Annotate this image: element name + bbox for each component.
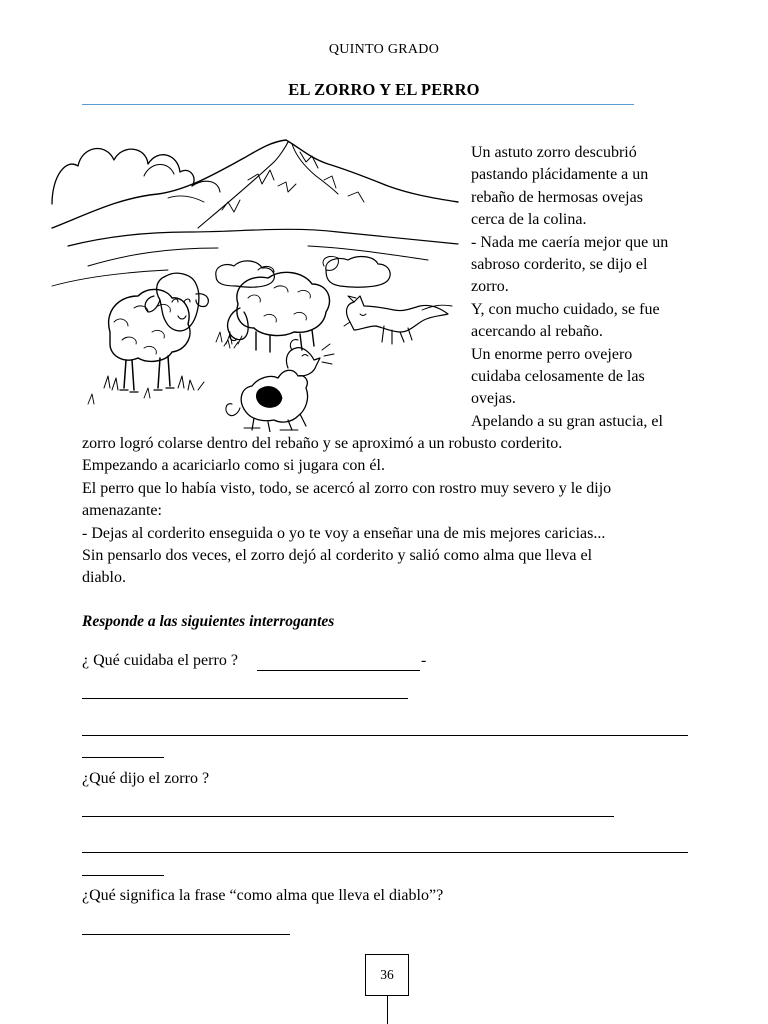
answer-line-1a[interactable] [257,670,420,671]
questions-heading: Responde a las siguientes interrogantes [82,613,335,630]
story-line: ovejas. [471,390,516,408]
question-2: ¿Qué dijo el zorro ? [82,770,210,787]
fox-dog-sheep-mountain-illustration [48,136,460,432]
story-line: Empezando a acariciarlo como si jugara con él. [82,457,385,475]
story-line: rebaño de hermosas ovejas [471,188,643,206]
page-number-stem [387,996,388,1024]
story-line: zorro. [471,278,509,296]
story-line: - Dejas al corderito enseguida o yo te voy a enseñar una de mis mejores caricias... [82,524,606,542]
story-line: Sin pensarlo dos veces, el zorro dejó al corderito y salió como alma que lleva el [82,547,593,565]
story-line: zorro logró colarse dentro del rebaño y se aproximó a un robusto corderito. [82,435,563,452]
story-full-column [82,433,702,590]
story-line: cuidaba celosamente de las [471,368,645,386]
story-line: cerca de la colina. [471,211,587,229]
page-number: 36 [365,954,409,996]
answer-line-3[interactable] [82,934,290,935]
story-line: Y, con mucho cuidado, se fue [471,300,660,318]
answer-line-1d[interactable] [82,757,164,758]
answer-line-2b[interactable] [82,852,688,853]
story-line: Un enorme perro ovejero [471,345,633,363]
question-1: ¿ Qué cuidaba el perro ? [82,652,238,669]
answer-line-1c[interactable] [82,735,688,736]
story-line: Un astuto zorro descubrió [471,144,637,161]
story-line: sabroso corderito, se dijo el [471,256,648,274]
story-line: - Nada me caería mejor que un [471,233,669,251]
answer-line-2a[interactable] [82,816,614,817]
story-line: pastando plácidamente a un [471,166,649,184]
story-line: diablo. [82,569,126,587]
story-line: acercando al rebaño. [471,323,603,341]
story-line: El perro que lo había visto, todo, se acercó al zorro con rostro muy severo y le dijo [82,479,612,497]
page-title: EL ZORRO Y EL PERRO [288,80,480,99]
question-3: ¿Qué significa la frase “como alma que lleva el diablo”? [82,887,444,904]
story-side-column [471,142,711,433]
question-1-suffix: - [421,652,427,669]
story-line: Apelando a su gran astucia, el [471,412,663,430]
grade-label: QUINTO GRADO [328,42,440,57]
story-line: amenazante: [82,502,162,520]
title-underline [82,104,634,105]
answer-line-1b[interactable] [82,698,408,699]
answer-line-2c[interactable] [82,875,164,876]
